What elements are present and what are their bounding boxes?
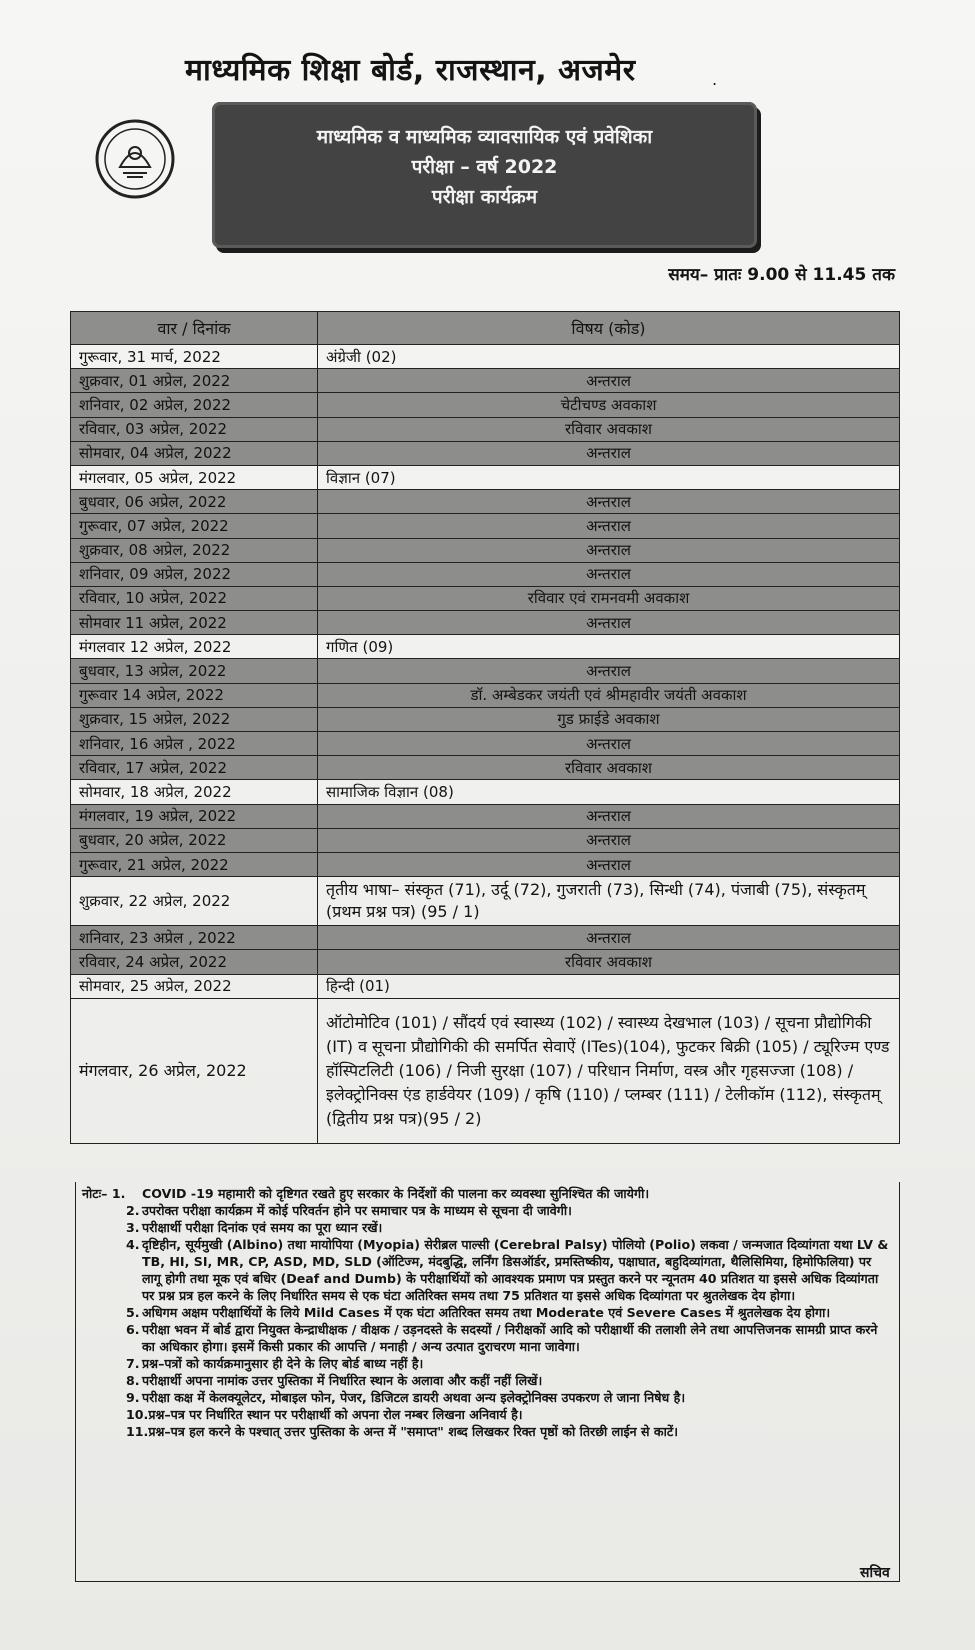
list-item [82,1304,891,1321]
column-header-date: वार / दिनांक [71,312,318,345]
row-date: शुक्रवार, 15 अप्रेल, 2022 [71,707,318,731]
row-subject: रविवार अवकाश [318,756,900,780]
note-text: प्रश्न–पत्र हल करने के पश्चात् उत्तर पुस्तिका के अन्त में "समाप्त" शब्द लिखकर रिक्त पृष्ठों को तिरछी लाईन से काटें। [148,1424,678,1439]
row-subject: अन्तराल [318,490,900,514]
row-subject: हिन्दी (01) [318,974,900,998]
row-date: सोमवार 11 अप्रेल, 2022 [71,611,318,635]
row-date: शनिवार, 23 अप्रेल , 2022 [71,926,318,950]
table-row [71,926,900,950]
row-date: मंगलवार, 26 अप्रेल, 2022 [71,998,318,1143]
row-subject: अन्तराल [318,538,900,562]
table-row [71,998,900,1143]
table-row [71,659,900,683]
row-date: रविवार, 17 अप्रेल, 2022 [71,756,318,780]
banner-line-3: परीक्षा कार्यक्रम [431,186,538,208]
row-date: सोमवार, 25 अप्रेल, 2022 [71,974,318,998]
row-date: सोमवार, 18 अप्रेल, 2022 [71,780,318,804]
note-text: दृष्टिहीन, सूर्यमुखी (Albino) तथा मायोपिया (Myopia) सेरीब्रल पाल्सी (Cerebral Palsy) पोलियो (Polio) लकवा / जन्मजात दिव्यांगता यथा LV & TB, HI, SI, MR, CP, ASD, MD, SLD (ऑटिज्म, मंदबुद्धि, लर्निंग डिसऑर्डर, प्रमस्तिष्कीय, पक्षाघात, बहुदिव्यांगता, थैलिसिमिया, हिमोफिलिया) पर लागू होगी तथा मूक एवं बधिर (Deaf and Dumb) के परीक्षार्थियों को आवश्यक प्रमाण पत्र प्रस्तुत करने पर न्यूनतम 40 प्रतिशत या इससे अधिक दिव्यांगता पर प्रश्न प्रत्र हल करने के लिए निर्धारित समय से एक घंटा अतिरिक्त समय तथा 75 प्रतिशत या इससे अधिक दिव्यांगता पर श्रुतलेखक देय होगा। [142,1237,889,1303]
row-subject: अन्तराल [318,562,900,586]
row-subject: डॉ. अम्बेडकर जयंती एवं श्रीमहावीर जयंती अवकाश [318,683,900,707]
stray-mark: . [712,70,718,89]
row-date: रविवार, 24 अप्रेल, 2022 [71,950,318,974]
note-number: 8. [126,1373,140,1388]
table-row [71,804,900,828]
note-text: COVID -19 महामारी को दृष्टिगत रखते हुए सरकार के निर्देशों की पालना कर व्यवस्था सुनिश्चित की जायेगी। [142,1186,650,1201]
row-date: गुरूवार, 31 मार्च, 2022 [71,345,318,369]
note-text: प्रश्न–पत्र पर निर्धारित स्थान पर परीक्षार्थी को अपना रोल नम्बर लिखना अनिवार्य है। [148,1407,523,1422]
table-row [71,611,900,635]
table-row [71,877,900,926]
table-row [71,974,900,998]
table-row [71,828,900,852]
table-row [71,538,900,562]
list-item [82,1372,891,1389]
table-row [71,465,900,489]
table-row [71,707,900,731]
note-text: परीक्षार्थी परीक्षा दिनांक एवं समय का पूरा ध्यान रखें। [142,1220,383,1235]
banner-line-1: माध्यमिक व माध्यमिक व्यावसायिक एवं प्रवेशिका [316,126,653,148]
note-label-text: नोटः– [82,1186,108,1201]
row-subject: अन्तराल [318,926,900,950]
note-number: 2. [126,1203,140,1218]
note-text: परीक्षा कक्ष में केलक्यूलेटर, मोबाइल फोन, पेजर, डिजिटल डायरी अथवा अन्य इलेक्ट्रोनिक्स उपकरण ले जाना निषेध है। [142,1390,686,1405]
table-row [71,345,900,369]
list-item [82,1406,891,1423]
row-date: शुक्रवार, 08 अप्रेल, 2022 [71,538,318,562]
row-subject: रविवार अवकाश [318,417,900,441]
row-subject: अन्तराल [318,804,900,828]
row-date: शनिवार, 02 अप्रेल, 2022 [71,393,318,417]
row-subject: विज्ञान (07) [318,465,900,489]
signature-secretary: सचिव [860,1565,890,1581]
row-date: सोमवार, 04 अप्रेल, 2022 [71,441,318,465]
row-subject: गणित (09) [318,635,900,659]
table-row [71,490,900,514]
table-row [71,732,900,756]
note-number: 3. [126,1220,140,1235]
row-subject: अंग्रेजी (02) [318,345,900,369]
row-date: रविवार, 03 अप्रेल, 2022 [71,417,318,441]
row-date: शनिवार, 16 अप्रेल , 2022 [71,732,318,756]
notes-section [75,1182,900,1582]
table-row [71,562,900,586]
row-subject: अन्तराल [318,369,900,393]
row-date: बुधवार, 20 अप्रेल, 2022 [71,828,318,852]
row-date: बुधवार, 06 अप्रेल, 2022 [71,490,318,514]
row-date: शुक्रवार, 01 अप्रेल, 2022 [71,369,318,393]
note-text: उपरोक्त परीक्षा कार्यक्रम में कोई परिवर्तन होने पर समाचार पत्र के माध्यम से सूचना दी जावेगी। [142,1203,572,1218]
row-subject: तृतीय भाषा– संस्कृत (71), उर्दू (72), गुजराती (73), सिन्धी (74), पंजाबी (75), संस्कृतम् (प्रथम प्रश्न पत्र) (95 / 1) [318,877,900,926]
list-item [82,1355,891,1372]
row-date: गुरूवार, 07 अप्रेल, 2022 [71,514,318,538]
table-row [71,393,900,417]
row-date: शनिवार, 09 अप्रेल, 2022 [71,562,318,586]
list-item [82,1236,891,1304]
note-number: 6. [126,1322,140,1337]
note-text: परीक्षार्थी अपना नामांक उत्तर पुस्तिका में निर्धारित स्थान के अलावा और कहीं नहीं लिखें। [142,1373,543,1388]
row-subject: रविवार अवकाश [318,950,900,974]
table-row [71,780,900,804]
row-subject: अन्तराल [318,732,900,756]
row-subject: ऑटोमोटिव (101) / सौंदर्य एवं स्वास्थ्य (102) / स्वास्थ्य देखभाल (103) / सूचना प्रौद्योगिकी (IT) व सूचना प्रौद्योगिकी की समर्पित सेवाऐं (ITes)(104), फुटकर बिक्री (105) / ट्यूरिज्म एण्ड हॉस्पिटलिटी (106) / निजी सुरक्षा (107) / परिधान निर्माण, वस्त्र और गृहसज्जा (108) / इलेक्ट्रोनिक्स एंड हार्डवेयर (109) / कृषि (110) / प्लम्बर (111) / टेलीकॉम (112), संस्कृतम् (द्वितीय प्रश्न पत्र)(95 / 2) [318,998,900,1143]
note-number: 4. [126,1237,140,1252]
row-date: शुक्रवार, 22 अप्रेल, 2022 [71,877,318,926]
exam-schedule-table [70,311,900,1144]
table-row [71,586,900,610]
table-row [71,852,900,876]
row-subject: अन्तराल [318,852,900,876]
note-label [82,1185,142,1202]
note-number: 7. [126,1356,140,1371]
row-date: गुरूवार 14 अप्रेल, 2022 [71,683,318,707]
row-date: गुरूवार, 21 अप्रेल, 2022 [71,852,318,876]
note-number: 5. [126,1305,140,1320]
note-text: अधिगम अक्षम परीक्षार्थियों के लिये Mild Cases में एक घंटा अतिरिक्त समय तथा Moderate एवं Severe Cases में श्रुतलेखक देय होगा। [142,1305,831,1320]
row-date: बुधवार, 13 अप्रेल, 2022 [71,659,318,683]
table-row [71,369,900,393]
row-subject: चेटीचण्ड अवकाश [318,393,900,417]
row-subject: अन्तराल [318,659,900,683]
banner-line-2: परीक्षा – वर्ष 2022 [411,156,558,178]
exam-banner [212,102,757,248]
list-item [82,1185,891,1202]
note-number: 10. [126,1407,149,1422]
row-subject: अन्तराल [318,828,900,852]
table-row [71,417,900,441]
table-row [71,756,900,780]
note-text: प्रश्न–पत्रों को कार्यक्रमानुसार ही देने के लिए बोर्ड बाध्य नहीं है। [142,1356,424,1371]
row-subject: अन्तराल [318,611,900,635]
row-subject: अन्तराल [318,441,900,465]
row-date: मंगलवार, 05 अप्रेल, 2022 [71,465,318,489]
table-header-row [71,312,900,345]
list-item [82,1321,891,1355]
row-subject: गुड फ्राईडे अवकाश [318,707,900,731]
list-item [82,1423,891,1440]
board-title: माध्यमिक शिक्षा बोर्ड, राजस्थान, अजमेर [185,53,636,88]
row-subject: सामाजिक विज्ञान (08) [318,780,900,804]
column-header-subject: विषय (कोड) [318,312,900,345]
note-text: परीक्षा भवन में बोर्ड द्वारा नियुक्त केन्द्राधीक्षक / वीक्षक / उड़नदस्ते के सदस्यों / निरीक्षकों आदि को परीक्षार्थी की तलाशी लेने तथा आपत्तिजनक सामग्री प्राप्त करने का अधिकार होगा। इसमें किसी प्रकार की आपत्ति / मनाही / अन्य उत्पात दुराचरण माना जावेगा। [142,1322,878,1354]
board-emblem-icon [93,117,177,201]
list-item [82,1219,891,1236]
list-item [82,1202,891,1219]
table-row [71,441,900,465]
table-row [71,950,900,974]
table-row [71,514,900,538]
row-date: रविवार, 10 अप्रेल, 2022 [71,586,318,610]
row-subject: अन्तराल [318,514,900,538]
note-number: 1. [111,1186,126,1201]
table-row [71,683,900,707]
note-number: 11. [126,1424,149,1439]
row-date: मंगलवार 12 अप्रेल, 2022 [71,635,318,659]
note-number: 9. [126,1390,140,1405]
exam-time: समय– प्रातः 9.00 से 11.45 तक [668,265,895,285]
row-subject: रविवार एवं रामनवमी अवकाश [318,586,900,610]
list-item [82,1389,891,1406]
row-date: मंगलवार, 19 अप्रेल, 2022 [71,804,318,828]
table-row [71,635,900,659]
